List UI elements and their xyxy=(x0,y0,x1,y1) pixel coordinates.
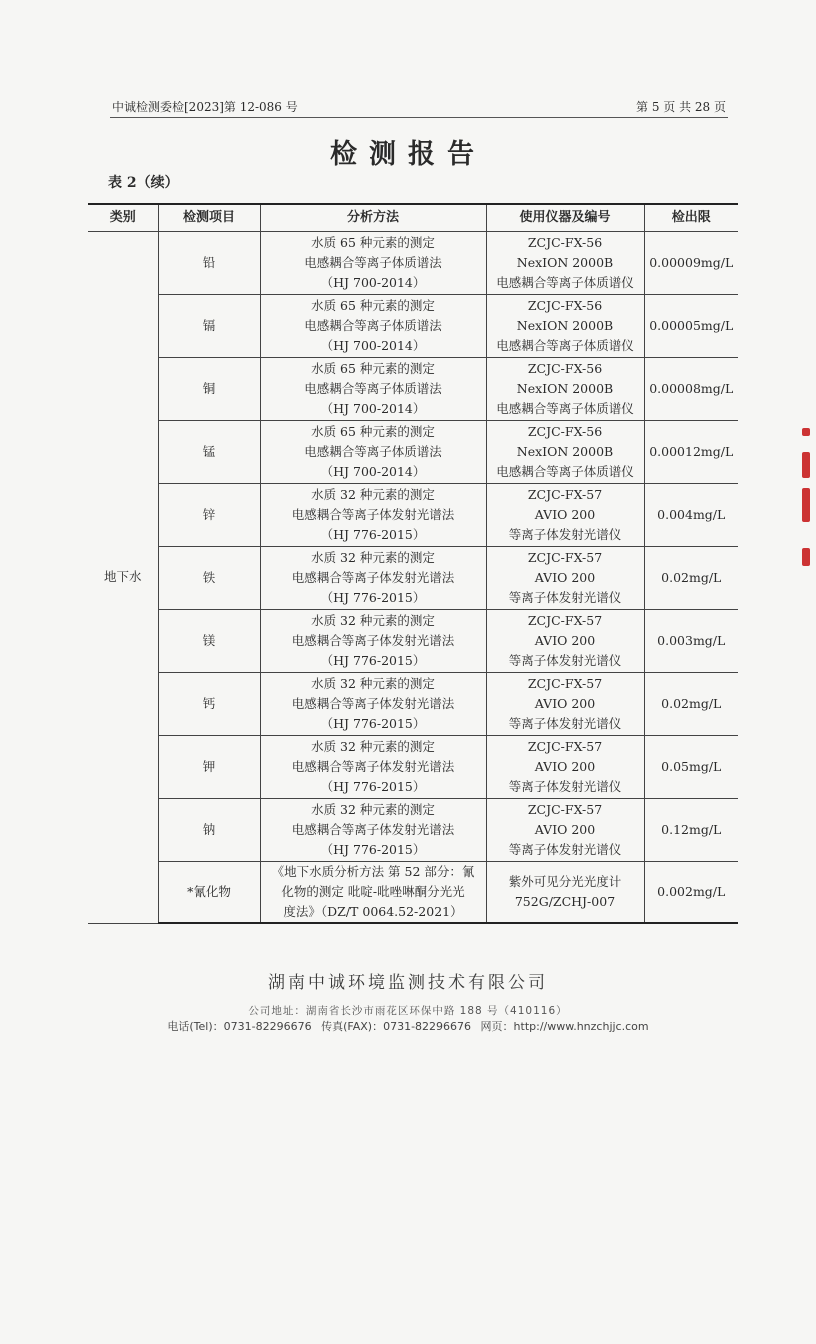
instrument-line: 电感耦合等离子体质谱仪 xyxy=(496,464,634,479)
method-line: （HJ 700-2014） xyxy=(320,275,426,290)
instrument-cell xyxy=(486,862,644,924)
col-header-item: 检测项目 xyxy=(158,204,260,232)
method-line: 电感耦合等离子体发射光谱法 xyxy=(291,570,455,585)
instrument-line: ZCJC-FX-56 xyxy=(527,235,603,250)
table-row xyxy=(88,736,738,799)
instrument-line: 等离子体发射光谱仪 xyxy=(508,590,622,605)
method-line: （HJ 776-2015） xyxy=(320,716,426,731)
instrument-line: AVIO 200 xyxy=(534,759,596,774)
method-line: 水质 32 种元素的测定 xyxy=(311,487,435,502)
instrument-line: AVIO 200 xyxy=(534,822,596,837)
method-cell xyxy=(260,736,486,799)
method-line: （HJ 776-2015） xyxy=(320,527,426,542)
report-number: 中诚检测委检[2023]第 12-086 号 xyxy=(112,100,298,114)
page-info: 第 5 页 共 28 页 xyxy=(636,100,726,114)
method-line: （HJ 776-2015） xyxy=(320,779,426,794)
table-row xyxy=(88,862,738,924)
seal-edge-mark xyxy=(802,488,810,522)
method-cell xyxy=(260,232,486,295)
item-cell: 锌 xyxy=(158,484,260,547)
method-line: （HJ 776-2015） xyxy=(320,653,426,668)
method-line: 电感耦合等离子体发射光谱法 xyxy=(291,507,455,522)
instrument-line: ZCJC-FX-57 xyxy=(527,550,603,565)
table-row xyxy=(88,358,738,421)
method-cell xyxy=(260,295,486,358)
instrument-line: ZCJC-FX-57 xyxy=(527,613,603,628)
instrument-line: NexION 2000B xyxy=(516,444,614,459)
table-row xyxy=(88,547,738,610)
method-line: 电感耦合等离子体质谱法 xyxy=(304,381,442,396)
table-header-row xyxy=(88,204,738,232)
method-line: （HJ 776-2015） xyxy=(320,842,426,857)
instrument-line: 等离子体发射光谱仪 xyxy=(508,716,622,731)
instrument-cell xyxy=(486,484,644,547)
instrument-cell xyxy=(486,610,644,673)
table-row xyxy=(88,799,738,862)
limit-cell: 0.004mg/L xyxy=(644,484,738,547)
col-header-method: 分析方法 xyxy=(260,204,486,232)
instrument-cell xyxy=(486,421,644,484)
instrument-line: NexION 2000B xyxy=(516,255,614,270)
item-cell: 铁 xyxy=(158,547,260,610)
item-cell: *氰化物 xyxy=(158,862,260,924)
company-tel: 电话(Tel)：0731-82296676 xyxy=(167,1020,312,1033)
method-line: 电感耦合等离子体发射光谱法 xyxy=(291,822,455,837)
table-row xyxy=(88,421,738,484)
method-line: 水质 32 种元素的测定 xyxy=(311,802,435,817)
item-cell: 钾 xyxy=(158,736,260,799)
method-cell xyxy=(260,799,486,862)
instrument-line: 紫外可见分光光度计 xyxy=(508,874,622,889)
item-cell: 锰 xyxy=(158,421,260,484)
method-cell xyxy=(260,547,486,610)
instrument-line: 等离子体发射光谱仪 xyxy=(508,653,622,668)
instrument-line: ZCJC-FX-57 xyxy=(527,676,603,691)
table-row xyxy=(88,610,738,673)
limit-cell: 0.003mg/L xyxy=(644,610,738,673)
method-line: 水质 32 种元素的测定 xyxy=(311,676,435,691)
method-line: 电感耦合等离子体发射光谱法 xyxy=(291,696,455,711)
method-line: （HJ 776-2015） xyxy=(320,590,426,605)
company-name: 湖南中诚环境监测技术有限公司 xyxy=(268,973,548,993)
instrument-line: 等离子体发射光谱仪 xyxy=(508,527,622,542)
instrument-line: 电感耦合等离子体质谱仪 xyxy=(496,275,634,290)
instrument-line: NexION 2000B xyxy=(516,318,614,333)
method-line: 化物的测定 吡啶-吡唑啉酮分光光 xyxy=(281,884,465,899)
instrument-line: ZCJC-FX-57 xyxy=(527,802,603,817)
company-fax: 传真(FAX)：0731-82296676 xyxy=(321,1020,472,1033)
item-cell: 铅 xyxy=(158,232,260,295)
seal-edge-mark xyxy=(802,428,810,436)
category-cell: 地下水 xyxy=(88,232,158,924)
method-line: 水质 32 种元素的测定 xyxy=(311,550,435,565)
limit-cell: 0.02mg/L xyxy=(644,547,738,610)
company-contact xyxy=(0,1018,816,1034)
method-line: 电感耦合等离子体发射光谱法 xyxy=(291,633,455,648)
method-line: （HJ 700-2014） xyxy=(320,464,426,479)
method-line: （HJ 700-2014） xyxy=(320,401,426,416)
instrument-line: 电感耦合等离子体质谱仪 xyxy=(496,401,634,416)
instrument-line: AVIO 200 xyxy=(534,507,596,522)
limit-cell: 0.00009mg/L xyxy=(644,232,738,295)
item-cell: 镁 xyxy=(158,610,260,673)
limit-cell: 0.02mg/L xyxy=(644,673,738,736)
limit-cell: 0.00012mg/L xyxy=(644,421,738,484)
table-row xyxy=(88,673,738,736)
item-cell: 钠 xyxy=(158,799,260,862)
instrument-cell xyxy=(486,232,644,295)
instrument-cell xyxy=(486,799,644,862)
method-line: 电感耦合等离子体质谱法 xyxy=(304,444,442,459)
instrument-cell xyxy=(486,358,644,421)
limit-cell: 0.12mg/L xyxy=(644,799,738,862)
method-line: 水质 65 种元素的测定 xyxy=(311,235,435,250)
instrument-line: AVIO 200 xyxy=(534,633,596,648)
method-cell xyxy=(260,484,486,547)
instrument-cell xyxy=(486,295,644,358)
instrument-line: 等离子体发射光谱仪 xyxy=(508,842,622,857)
table-row xyxy=(88,484,738,547)
company-address: 公司地址：湖南省长沙市雨花区环保中路 188 号（410116） xyxy=(248,1005,568,1017)
method-cell xyxy=(260,610,486,673)
col-header-category: 类别 xyxy=(88,204,158,232)
limit-cell: 0.00008mg/L xyxy=(644,358,738,421)
company-web: 网页：http://www.hnzchjjc.com xyxy=(480,1020,649,1033)
results-table xyxy=(88,203,738,924)
method-line: 电感耦合等离子体质谱法 xyxy=(304,318,442,333)
table-caption: 表 2（续） xyxy=(108,175,179,191)
instrument-line: ZCJC-FX-57 xyxy=(527,487,603,502)
instrument-line: 等离子体发射光谱仪 xyxy=(508,779,622,794)
method-cell xyxy=(260,673,486,736)
method-line: 水质 32 种元素的测定 xyxy=(311,739,435,754)
method-line: 水质 65 种元素的测定 xyxy=(311,298,435,313)
page-title: 检测报告 xyxy=(330,139,486,170)
col-header-instrument: 使用仪器及编号 xyxy=(486,204,644,232)
instrument-cell xyxy=(486,673,644,736)
method-line: （HJ 700-2014） xyxy=(320,338,426,353)
instrument-line: 电感耦合等离子体质谱仪 xyxy=(496,338,634,353)
table-row xyxy=(88,232,738,295)
method-line: 水质 65 种元素的测定 xyxy=(311,361,435,376)
method-cell xyxy=(260,358,486,421)
item-cell: 镉 xyxy=(158,295,260,358)
method-line: 《地下水质分析方法 第 52 部分：氰 xyxy=(271,864,475,879)
method-cell xyxy=(260,862,486,924)
col-header-limit: 检出限 xyxy=(644,204,738,232)
header-divider xyxy=(110,117,728,118)
method-line: 电感耦合等离子体质谱法 xyxy=(304,255,442,270)
seal-edge-mark xyxy=(802,452,810,478)
limit-cell: 0.002mg/L xyxy=(644,862,738,924)
instrument-line: AVIO 200 xyxy=(534,696,596,711)
instrument-line: NexION 2000B xyxy=(516,381,614,396)
table-row xyxy=(88,295,738,358)
method-line: 水质 65 种元素的测定 xyxy=(311,424,435,439)
item-cell: 钙 xyxy=(158,673,260,736)
item-cell: 铜 xyxy=(158,358,260,421)
instrument-cell xyxy=(486,736,644,799)
method-line: 电感耦合等离子体发射光谱法 xyxy=(291,759,455,774)
method-cell xyxy=(260,421,486,484)
instrument-cell xyxy=(486,547,644,610)
instrument-line: ZCJC-FX-56 xyxy=(527,361,603,376)
instrument-line: 752G/ZCHJ-007 xyxy=(514,894,616,909)
seal-edge-mark xyxy=(802,548,810,566)
limit-cell: 0.00005mg/L xyxy=(644,295,738,358)
method-line: 水质 32 种元素的测定 xyxy=(311,613,435,628)
instrument-line: ZCJC-FX-56 xyxy=(527,298,603,313)
instrument-line: AVIO 200 xyxy=(534,570,596,585)
limit-cell: 0.05mg/L xyxy=(644,736,738,799)
method-line: 度法》（DZ/T 0064.52-2021） xyxy=(283,904,463,919)
instrument-line: ZCJC-FX-56 xyxy=(527,424,603,439)
instrument-line: ZCJC-FX-57 xyxy=(527,739,603,754)
